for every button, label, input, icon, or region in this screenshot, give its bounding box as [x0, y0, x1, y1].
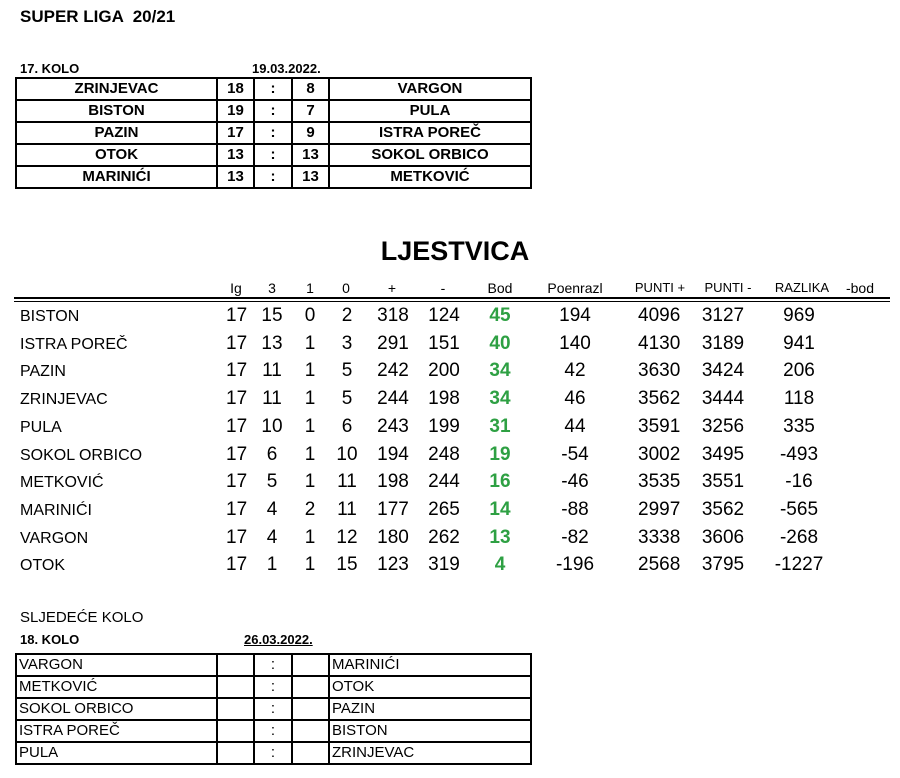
cell-w0: 3	[341, 332, 353, 354]
cell-pplus: 2997	[638, 498, 681, 520]
cell-plus: 242	[377, 360, 409, 382]
cell-w1: 0	[304, 305, 316, 326]
header-rule	[14, 297, 890, 299]
cell-w3: 13	[261, 332, 283, 354]
match-row	[16, 100, 531, 122]
away-team: ISTRA POREČ	[329, 122, 531, 144]
away-score-empty	[292, 676, 329, 698]
cell-w3: 6	[266, 443, 278, 465]
cell-pminus: 3551	[701, 471, 745, 493]
cell-plus: 123	[377, 554, 409, 576]
cell-bod: 4	[494, 554, 506, 576]
cell-ig: 17	[226, 360, 248, 382]
table-row	[0, 471, 900, 499]
home-score-empty	[217, 742, 254, 764]
cell-minus: 244	[428, 471, 460, 493]
table-row	[0, 444, 900, 472]
home-score-empty	[217, 698, 254, 720]
cell-minus: 262	[428, 526, 460, 548]
away-score: 8	[292, 78, 329, 100]
cell-poen: -82	[561, 526, 589, 548]
fixture-row	[16, 676, 531, 698]
home-team: MARINIĆI	[16, 166, 217, 188]
home-team: METKOVIĆ	[16, 676, 217, 698]
cell-ig: 17	[226, 388, 248, 410]
cell-bod: 13	[489, 526, 511, 548]
team-name: VARGON	[20, 529, 89, 547]
cell-razlika: 206	[783, 360, 815, 382]
cell-razlika: -268	[779, 526, 819, 548]
cell-bod: 34	[489, 388, 511, 410]
next-round-fixtures-table	[15, 653, 532, 765]
cell-pminus: 3256	[701, 415, 745, 437]
match-row	[16, 166, 531, 188]
next-round-heading: SLJEDEĆE KOLO	[20, 609, 144, 626]
away-score: 13	[292, 166, 329, 188]
cell-w1: 2	[304, 498, 316, 520]
cell-pminus: 3606	[701, 526, 745, 548]
cell-w0: 12	[336, 526, 358, 548]
cell-pminus: 3562	[701, 498, 745, 520]
team-name: BISTON	[20, 308, 80, 325]
cell-ig: 17	[226, 554, 248, 576]
cell-plus: 177	[377, 498, 409, 520]
cell-bod: 34	[489, 360, 511, 382]
cell-poen: 46	[564, 388, 586, 410]
cell-pminus: 3444	[701, 388, 745, 410]
cell-w0: 2	[341, 305, 353, 326]
fixture-row	[16, 720, 531, 742]
round-label: 17. KOLO	[20, 61, 80, 76]
cell-plus: 243	[377, 415, 409, 437]
cell-w3: 11	[262, 360, 282, 382]
team-name: PULA	[20, 418, 62, 436]
cell-w1: 1	[304, 360, 316, 382]
cell-pplus: 2568	[638, 554, 681, 576]
score-separator: :	[254, 166, 292, 188]
match-row	[16, 78, 531, 100]
header-punti-plus: PUNTI +	[634, 280, 686, 295]
cell-minus: 151	[428, 332, 460, 354]
cell-poen: 140	[559, 332, 591, 354]
team-name: MARINIĆI	[20, 501, 92, 519]
cell-w3: 1	[266, 554, 278, 576]
team-name: SOKOL ORBICO	[20, 446, 143, 464]
header-0: 0	[342, 280, 350, 296]
header-poenrazl: Poenrazl	[547, 280, 603, 296]
away-score: 13	[292, 144, 329, 166]
cell-w0: 6	[341, 415, 353, 437]
fixture-row	[16, 742, 531, 764]
cell-razlika: -1227	[774, 554, 824, 576]
home-score: 18	[217, 78, 254, 100]
team-name: ISTRA POREČ	[20, 335, 128, 353]
cell-plus: 198	[377, 471, 409, 493]
table-row	[0, 416, 900, 444]
cell-plus: 318	[377, 305, 409, 326]
cell-w0: 5	[341, 388, 353, 410]
cell-razlika: -16	[785, 471, 813, 493]
cell-poen: -88	[561, 498, 589, 520]
away-score: 7	[292, 100, 329, 122]
home-score: 13	[217, 144, 254, 166]
score-separator: :	[254, 698, 292, 720]
header-1: 1	[306, 280, 314, 296]
team-name: OTOK	[20, 557, 66, 575]
away-score-empty	[292, 698, 329, 720]
next-round-label: 18. KOLO	[20, 632, 80, 647]
header-ig: Ig	[230, 280, 242, 296]
away-team: PULA	[329, 100, 531, 122]
away-team: MARINIĆI	[329, 654, 531, 676]
cell-plus: 244	[377, 388, 409, 410]
cell-ig: 17	[226, 415, 248, 437]
cell-bod: 14	[489, 498, 511, 520]
header-3: 3	[268, 280, 276, 296]
header-neg-bod: -bod	[845, 280, 875, 296]
team-name: METKOVIĆ	[20, 474, 104, 492]
cell-poen: 42	[564, 360, 586, 382]
home-score: 19	[217, 100, 254, 122]
cell-ig: 17	[226, 305, 248, 326]
cell-bod: 31	[489, 415, 511, 437]
cell-w1: 1	[304, 554, 316, 576]
header-minus: -	[440, 280, 446, 296]
cell-poen: -54	[561, 443, 589, 465]
round-date: 19.03.2022.	[252, 61, 321, 76]
standings-header	[0, 280, 900, 298]
home-score-empty	[217, 720, 254, 742]
header-punti-minus: PUNTI -	[704, 280, 752, 295]
cell-pplus: 3002	[638, 443, 681, 465]
away-team: METKOVIĆ	[329, 166, 531, 188]
cell-poen: -196	[555, 554, 595, 576]
cell-razlika: -565	[779, 498, 819, 520]
away-score-empty	[292, 720, 329, 742]
table-row	[0, 527, 900, 555]
cell-w3: 11	[262, 388, 282, 410]
home-team: ISTRA POREČ	[16, 720, 217, 742]
team-name: ZRINJEVAC	[20, 391, 108, 409]
cell-bod: 16	[489, 471, 511, 493]
cell-w1: 1	[304, 415, 316, 437]
cell-w1: 1	[304, 471, 316, 493]
cell-pplus: 3591	[638, 415, 681, 437]
next-round-date: 26.03.2022.	[244, 632, 313, 647]
home-team: OTOK	[16, 144, 217, 166]
cell-ig: 17	[226, 332, 248, 354]
cell-w1: 1	[304, 388, 316, 410]
league-title: SUPER LIGA 20/21	[20, 7, 176, 26]
cell-razlika: -493	[779, 443, 819, 465]
score-separator: :	[254, 720, 292, 742]
cell-w1: 1	[304, 332, 316, 354]
cell-razlika: 118	[783, 388, 815, 410]
home-team: BISTON	[16, 100, 217, 122]
table-row	[0, 305, 900, 333]
cell-pplus: 3630	[638, 360, 681, 382]
cell-pminus: 3424	[701, 360, 745, 382]
cell-w3: 4	[266, 526, 278, 548]
away-team: ZRINJEVAC	[329, 742, 531, 764]
fixture-row	[16, 654, 531, 676]
cell-w0: 11	[337, 471, 357, 493]
away-team: OTOK	[329, 676, 531, 698]
cell-minus: 319	[428, 554, 460, 576]
home-team: VARGON	[16, 654, 217, 676]
cell-w0: 5	[341, 360, 353, 382]
home-score-empty	[217, 654, 254, 676]
home-team: PULA	[16, 742, 217, 764]
standings-title: LJESTVICA	[380, 236, 530, 266]
score-separator: :	[254, 742, 292, 764]
cell-pplus: 3562	[638, 388, 681, 410]
cell-minus: 124	[428, 305, 460, 326]
score-separator: :	[254, 122, 292, 144]
cell-plus: 291	[377, 332, 409, 354]
cell-ig: 17	[226, 443, 248, 465]
cell-poen: 44	[564, 415, 586, 437]
cell-bod: 40	[489, 332, 511, 354]
cell-ig: 17	[226, 526, 248, 548]
round17-results-table	[15, 77, 532, 189]
cell-w1: 1	[304, 526, 316, 548]
away-score-empty	[292, 742, 329, 764]
cell-pminus: 3495	[701, 443, 745, 465]
cell-w3: 15	[261, 305, 283, 326]
score-separator: :	[254, 144, 292, 166]
cell-w0: 11	[337, 498, 357, 520]
table-row	[0, 360, 900, 388]
cell-pminus: 3127	[701, 305, 745, 326]
table-row	[0, 499, 900, 527]
home-score: 17	[217, 122, 254, 144]
cell-ig: 17	[226, 471, 248, 493]
cell-pminus: 3795	[701, 554, 745, 576]
cell-pminus: 3189	[701, 332, 745, 354]
home-team: ZRINJEVAC	[16, 78, 217, 100]
fixture-row	[16, 698, 531, 720]
cell-poen: -46	[561, 471, 589, 493]
away-team: BISTON	[329, 720, 531, 742]
header-razlika: RAZLIKA	[774, 280, 830, 295]
cell-plus: 180	[377, 526, 409, 548]
cell-minus: 200	[428, 360, 460, 382]
cell-razlika: 941	[783, 332, 815, 354]
cell-pplus: 3535	[638, 471, 681, 493]
cell-plus: 194	[377, 443, 409, 465]
match-row	[16, 144, 531, 166]
header-rule-thin	[14, 301, 890, 302]
table-row	[0, 333, 900, 361]
cell-bod: 45	[489, 305, 511, 326]
header-plus: +	[387, 280, 397, 296]
score-separator: :	[254, 676, 292, 698]
away-team: SOKOL ORBICO	[329, 144, 531, 166]
table-row	[0, 554, 900, 582]
cell-minus: 199	[428, 415, 460, 437]
match-row	[16, 122, 531, 144]
cell-pplus: 4096	[638, 305, 681, 326]
cell-razlika: 969	[783, 305, 815, 326]
away-team: VARGON	[329, 78, 531, 100]
cell-minus: 198	[428, 388, 460, 410]
home-team: SOKOL ORBICO	[16, 698, 217, 720]
cell-w3: 10	[261, 415, 283, 437]
team-name: PAZIN	[20, 363, 66, 381]
home-score-empty	[217, 676, 254, 698]
cell-pplus: 4130	[638, 332, 681, 354]
cell-poen: 194	[559, 305, 591, 326]
header-bod: Bod	[487, 280, 513, 296]
cell-minus: 265	[428, 498, 460, 520]
away-score: 9	[292, 122, 329, 144]
cell-w3: 5	[266, 471, 278, 493]
home-team: PAZIN	[16, 122, 217, 144]
away-team: PAZIN	[329, 698, 531, 720]
home-score: 13	[217, 166, 254, 188]
cell-w0: 15	[336, 554, 358, 576]
cell-w3: 4	[266, 498, 278, 520]
cell-bod: 19	[489, 443, 511, 465]
score-separator: :	[254, 100, 292, 122]
score-separator: :	[254, 654, 292, 676]
cell-razlika: 335	[783, 415, 815, 437]
cell-ig: 17	[226, 498, 248, 520]
score-separator: :	[254, 78, 292, 100]
cell-minus: 248	[428, 443, 460, 465]
cell-w1: 1	[304, 443, 316, 465]
cell-pplus: 3338	[638, 526, 681, 548]
cell-w0: 10	[336, 443, 358, 465]
away-score-empty	[292, 654, 329, 676]
table-row	[0, 388, 900, 416]
